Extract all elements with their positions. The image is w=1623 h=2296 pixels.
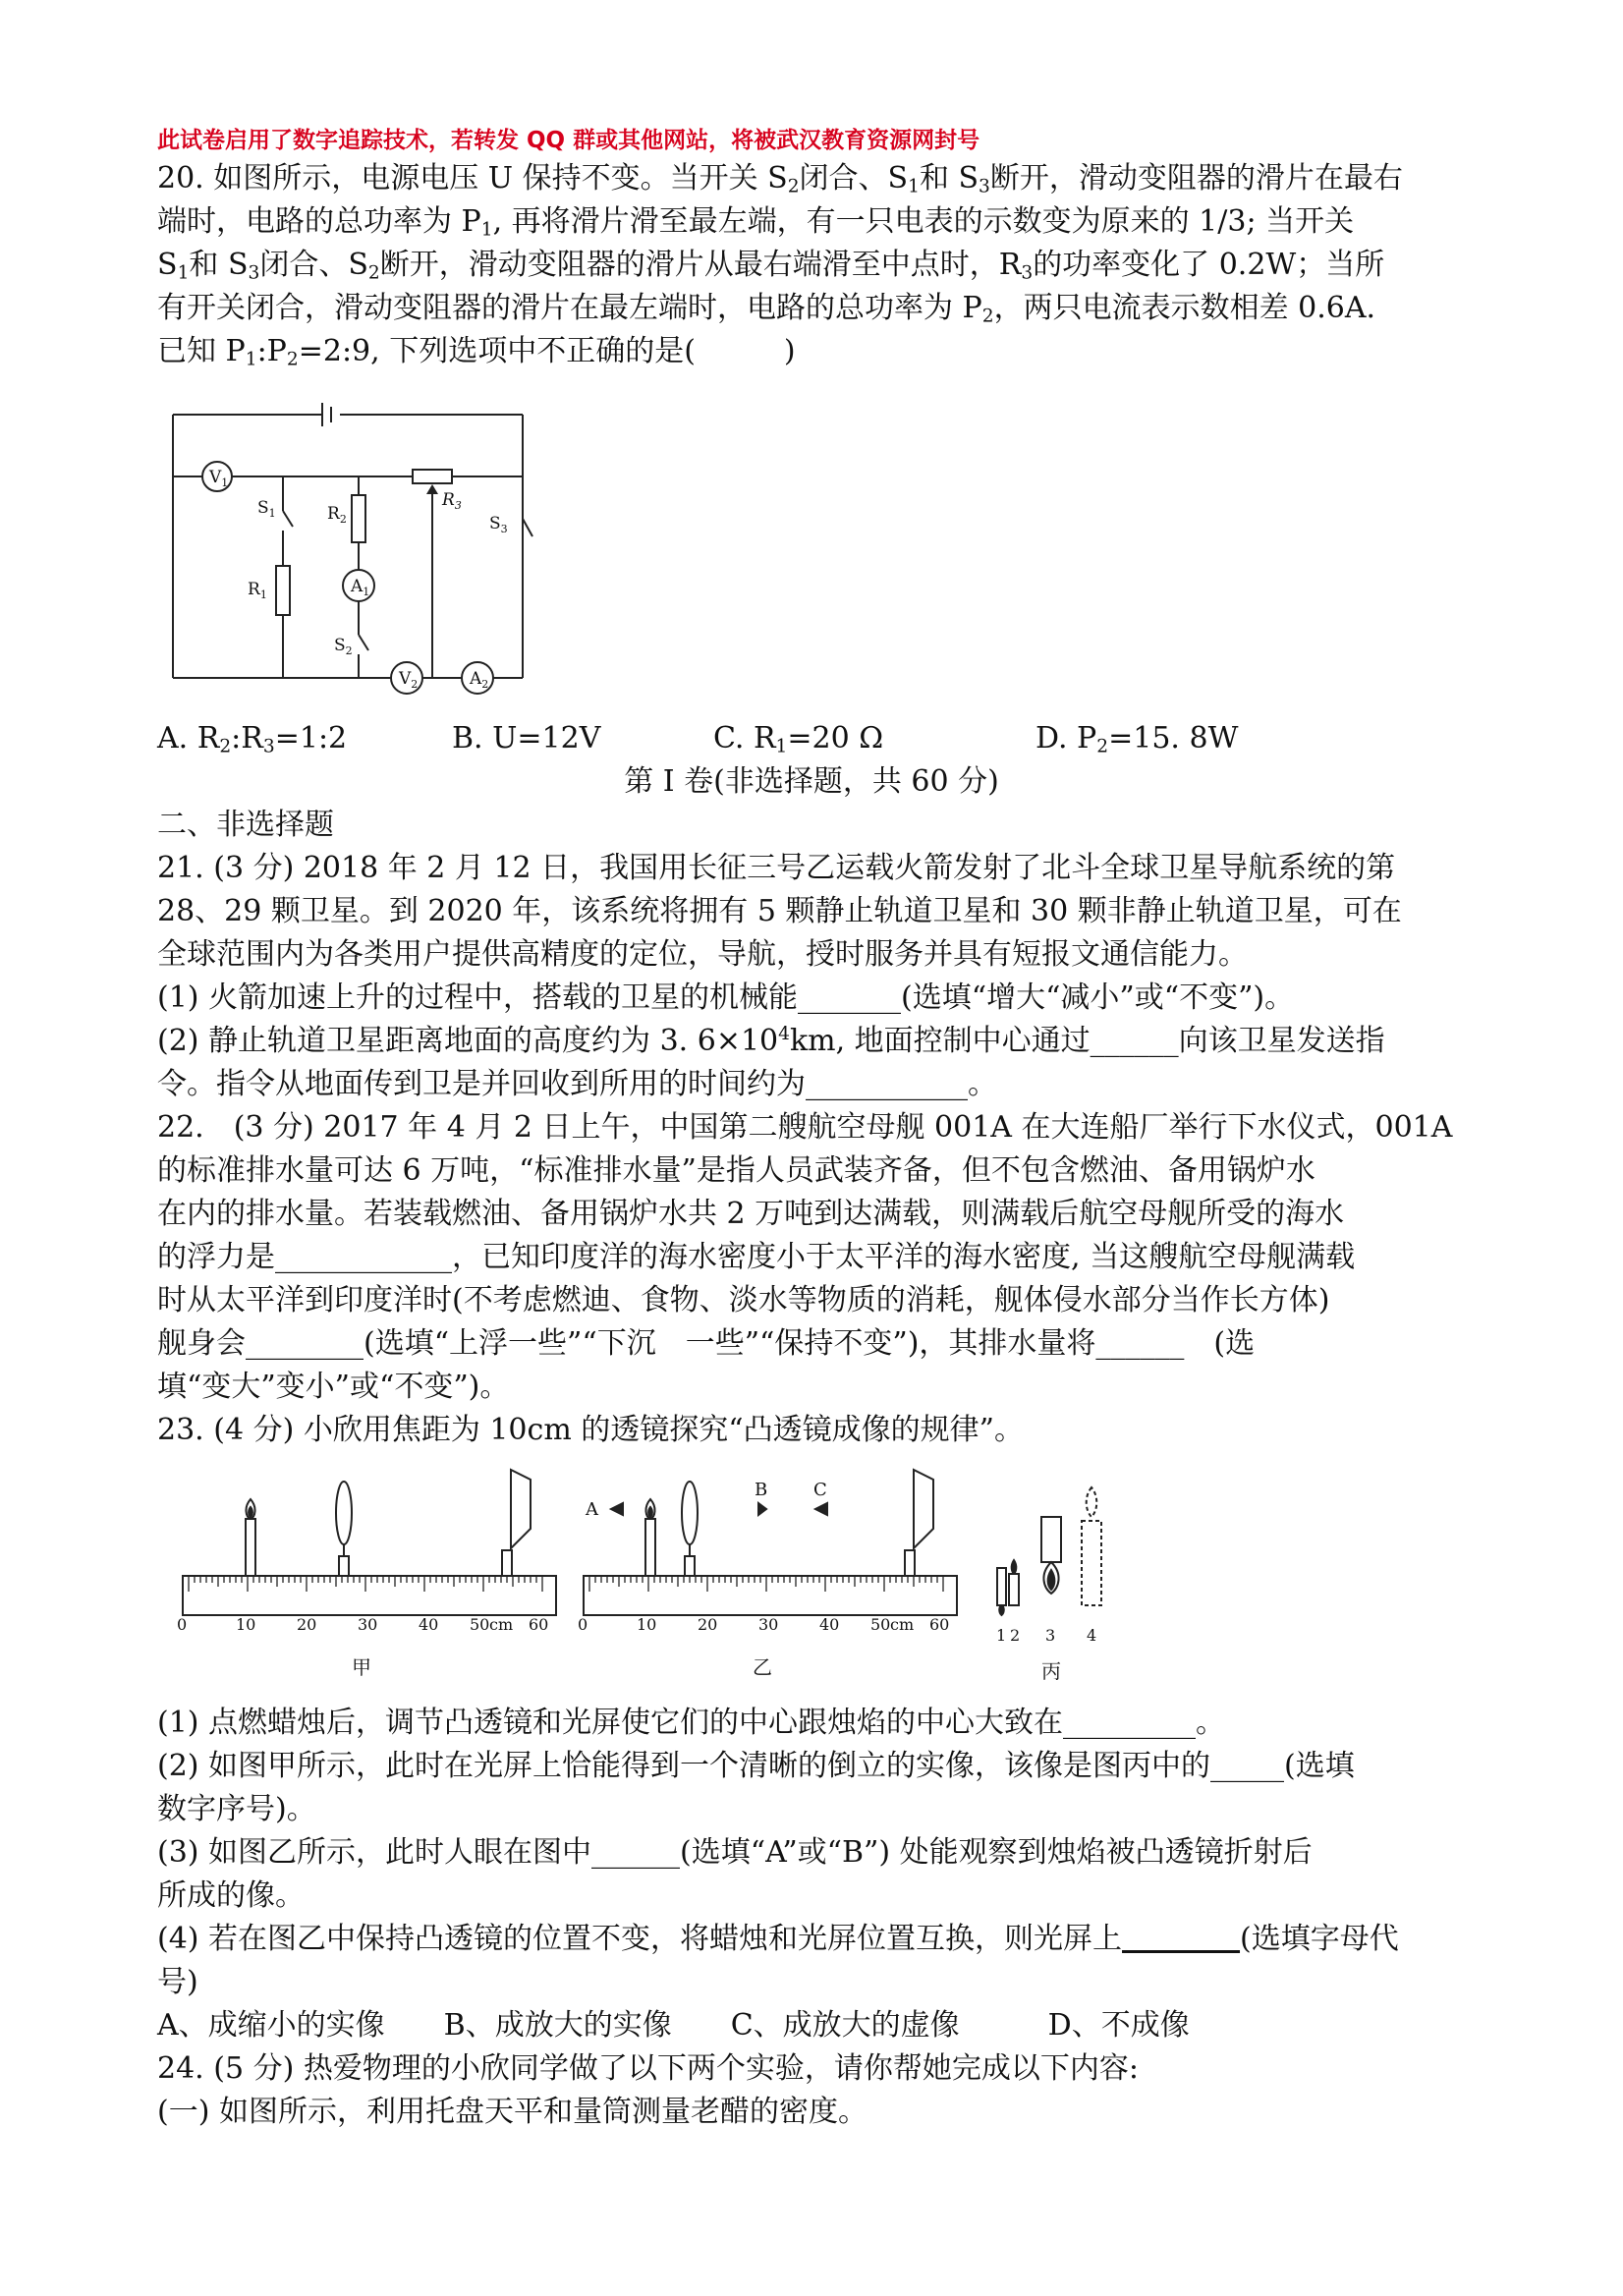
q23-line: 号) xyxy=(157,1965,198,1999)
q21-line: (2) 静止轨道卫星距离地面的高度约为 3. $6\times 10^4km$, 地面控制中心通过______向该卫星发送指 xyxy=(157,1023,1385,1058)
q24-line: 24. (5 分) 热爱物理的小欣同学做了以下两个实验，请你帮她完成以下内容: xyxy=(157,2051,1139,2086)
svg-text:40: 40 xyxy=(419,1615,439,1634)
q20-line: 端时，电路的总功率为 $P_1$, 再将滑片滑至最左端，有一只电表的示数变为原来的 1/3; 当开关 xyxy=(157,204,1355,241)
q20-line: $S_1$和 $S_3$闭合、$S_2$断开，滑动变阻器的滑片从最右端滑至中点时，$R_3$的功率变化了 0.2W；当所 xyxy=(157,248,1385,284)
svg-text:1: 1 xyxy=(996,1626,1007,1645)
q23-line: A、成缩小的实像 B、成放大的实像 C、成放大的虚像 D、不成像 xyxy=(157,2008,1190,2043)
q23-line: 所成的像。 xyxy=(157,1878,305,1913)
q20-line: 20. 如图所示，电源电压 U 保持不变。当开关 $S_2$闭合、$S_1$和 $S_3$断开，滑动变阻器的滑片在最右 xyxy=(157,161,1403,197)
svg-text:50: 50 xyxy=(470,1615,490,1634)
svg-text:30: 30 xyxy=(358,1615,378,1634)
svg-text:cm: cm xyxy=(890,1615,915,1634)
figure-yi-label: 乙 xyxy=(753,1655,772,1679)
figure-yi xyxy=(584,1470,957,1615)
svg-text:30: 30 xyxy=(758,1615,779,1634)
q21-line: 28、29 颗卫星。到 2020 年，该系统将拥有 5 颗静止轨道卫星和 30 颗非静止轨道卫星，可在 xyxy=(157,894,1402,928)
header-notice: 此试卷启用了数字追踪技术，若转发 QQ 群或其他网站，将被武汉教育资源网封号 xyxy=(157,128,980,153)
q22-line: 填“变大”变小”或“不变”)。 xyxy=(157,1370,510,1404)
svg-text:S2: $S_2$ xyxy=(334,636,353,657)
svg-text:A2: $A_2$ xyxy=(470,669,489,691)
figure-jia-label: 甲 xyxy=(352,1655,371,1679)
q22-line: 的浮力是____________，已知印度洋的海水密度小于太平洋的海水密度, 当这艘航空母舰满载 xyxy=(157,1240,1356,1274)
q23-line: (2) 如图甲所示，此时在光屏上恰能得到一个清晰的倒立的实像，该像是图丙中的_____(选填 xyxy=(157,1749,1355,1783)
ruler-b-label: 0 xyxy=(578,1615,588,1634)
svg-text:60: 60 xyxy=(529,1615,549,1634)
svg-text:A1: $A_1$ xyxy=(351,577,370,598)
svg-text:S1: $S_1$ xyxy=(257,498,276,520)
svg-text:20: 20 xyxy=(698,1615,718,1634)
section-heading: 二、非选择题 xyxy=(157,808,334,842)
q22-line: 在内的排水量。若装载燃油、备用锅炉水共 2 万吨到达满载，则满载后航空母舰所受的海水 xyxy=(157,1197,1345,1231)
svg-text:V1: $V_1$ xyxy=(209,468,229,489)
point-b-label: B xyxy=(755,1480,768,1500)
q22-line: 舰身会________(选填“上浮一些”“下沉 一些”“保持不变”)，其排水量将______ (选 xyxy=(157,1326,1256,1361)
section-title: 第 I 卷(非选择题，共 60 分) xyxy=(624,764,999,799)
q21-line: 令。指令从地面传到卫是并回收到所用的时间约为___________。 xyxy=(157,1067,997,1101)
circuit-diagram xyxy=(157,393,570,707)
svg-text:10: 10 xyxy=(236,1615,256,1634)
q21-line: (1) 火箭加速上升的过程中，搭载的卫星的机械能_______(选填“增大“减小”或“不变”)。 xyxy=(157,980,1295,1015)
svg-text:40: 40 xyxy=(819,1615,840,1634)
figure-jia xyxy=(183,1470,556,1615)
lens-experiment-figure xyxy=(157,1458,1140,1694)
point-c-label: C xyxy=(813,1480,827,1500)
svg-text:R2: $R_2$ xyxy=(327,504,347,526)
svg-text:4: 4 xyxy=(1087,1626,1097,1645)
q20-line: 有开关闭合，滑动变阻器的滑片在最左端时，电路的总功率为 $P_2$，两只电流表示数相差 0.6A. xyxy=(157,291,1376,327)
svg-text:3: 3 xyxy=(1045,1626,1056,1645)
q23-line: (4) 若在图乙中保持凸透镜的位置不变，将蜡烛和光屏位置互换，则光屏上 (选填字母代 xyxy=(157,1922,1399,1956)
svg-text:R3: $R_3$ xyxy=(442,490,462,512)
q24-line: (一) 如图所示，利用托盘天平和量筒测量老醋的密度。 xyxy=(157,2095,867,2129)
q21-line: 21. (3 分) 2018 年 2 月 12 日，我国用长征三号乙运载火箭发射了北斗全球卫星导航系统的第 xyxy=(157,851,1396,885)
q22-line: 时从太平洋到印度洋时(不考虑燃迪、食物、淡水等物质的消耗，舰体侵水部分当作长方体) xyxy=(157,1283,1330,1317)
q23-line: (3) 如图乙所示，此时人眼在图中______(选填“A”或“B”) 处能观察到烛焰被凸透镜折射后 xyxy=(157,1835,1313,1870)
figure-bing-label: 丙 xyxy=(1041,1659,1061,1683)
svg-text:cm: cm xyxy=(489,1615,514,1634)
svg-text:2: 2 xyxy=(1010,1626,1021,1645)
point-a-label: A xyxy=(586,1499,598,1520)
figure-bing xyxy=(997,1487,1101,1615)
q20-option-b: B. U=12V xyxy=(452,721,601,756)
ruler-a-label: 0 xyxy=(177,1615,188,1634)
svg-text:20: 20 xyxy=(297,1615,317,1634)
svg-text:R1: $R_1$ xyxy=(248,580,267,601)
q21-line: 全球范围内为各类用户提供高精度的定位，导航，授时服务并具有短报文通信能力。 xyxy=(157,937,1248,972)
svg-text:10: 10 xyxy=(637,1615,657,1634)
svg-text:60: 60 xyxy=(929,1615,950,1634)
q20-option-c: C. $R_1=20$ Ω xyxy=(713,721,884,757)
q22-line: 22. (3 分) 2017 年 4 月 2 日上午，中国第二艘航空母舰 001A 在大连船厂举行下水仪式，001A xyxy=(157,1110,1453,1145)
svg-text:S3: $S_3$ xyxy=(489,514,508,535)
svg-text:50: 50 xyxy=(870,1615,891,1634)
q20-option-a: A. $R_2:R_3=1:2$ xyxy=(157,721,348,757)
q22-line: 的标准排水量可达 6 万吨，“标准排水量”是指人员武装齐备，但不包含燃油、备用锅炉水 xyxy=(157,1153,1315,1188)
q20-option-d: D. $P_2=15$. 8W xyxy=(1035,721,1239,757)
q20-line: 已知 $P_1:P_2=2:9$, 下列选项中不正确的是( ) xyxy=(157,334,796,370)
q23-line: 数字序号)。 xyxy=(157,1792,316,1826)
q23-intro: 23. (4 分) 小欣用焦距为 10cm 的透镜探究“凸透镜成像的规律”。 xyxy=(157,1413,1024,1447)
svg-text:V2: $V_2$ xyxy=(399,669,419,691)
q23-line: (1) 点燃蜡烛后，调节凸透镜和光屏使它们的中心跟烛焰的中心大致在_________。 xyxy=(157,1706,1226,1740)
